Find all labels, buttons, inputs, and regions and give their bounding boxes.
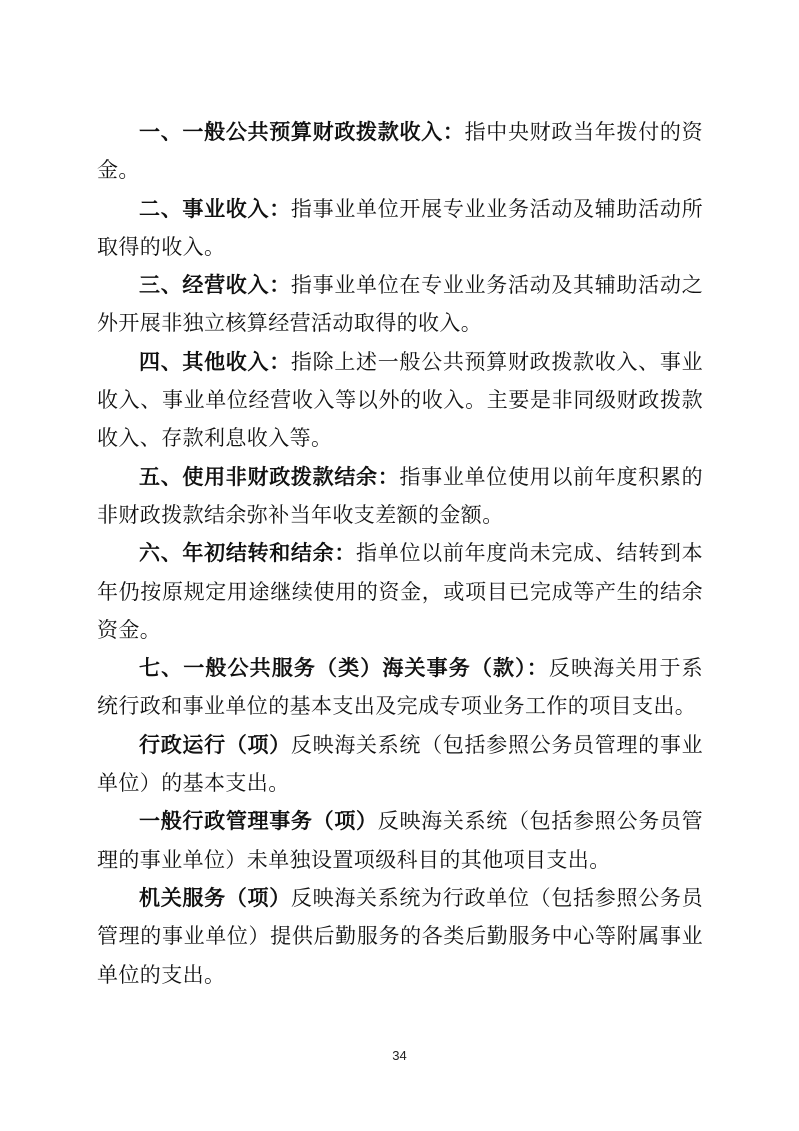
- paragraph-carryover-balance: [97, 534, 703, 649]
- term-definition: 反映海关系统（包括参照公务员管理的事业单位）未单独设置项级科目的其他项目支出。: [97, 809, 704, 872]
- term-definition: 指单位以前年度尚未完成、结转到本年仍按原规定用途继续使用的资金，或项目已完成等产生的结余资金。: [97, 541, 704, 642]
- paragraph-business-income: [97, 190, 703, 267]
- term-definition: 反映海关用于系统行政和事业单位的基本支出及完成专项业务工作的项目支出。: [97, 656, 703, 719]
- term-definition: 指中央财政当年拨付的资金。: [97, 120, 703, 183]
- term-definition: 指事业单位在专业业务活动及其辅助活动之外开展非独立核算经营活动取得的收入。: [97, 273, 703, 336]
- paragraph-operating-income: [97, 266, 703, 343]
- paragraph-customs-affairs: [97, 649, 703, 726]
- paragraph-agency-services: [97, 879, 703, 994]
- term-heading: 三、经营收入：: [139, 273, 291, 298]
- term-definition: 指事业单位开展专业业务活动及辅助活动所取得的收入。: [97, 196, 703, 259]
- term-definition: 指事业单位使用以前年度积累的非财政拨款结余弥补当年收支差额的金额。: [97, 464, 703, 527]
- term-heading: 一、一般公共预算财政拨款收入：: [139, 120, 465, 144]
- term-definition: 反映海关系统（包括参照公务员管理的事业单位）的基本支出。: [97, 732, 703, 796]
- paragraph-other-income: [97, 343, 703, 458]
- term-heading: 行政运行（项）: [139, 732, 291, 757]
- term-definition: 指除上述一般公共预算财政拨款收入、事业收入、事业单位经营收入等以外的收入。主要是非同级财政拨款收入、存款利息收入等。: [97, 349, 703, 451]
- term-heading: 一般行政管理事务（项）: [139, 809, 378, 834]
- term-heading: 五、使用非财政拨款结余：: [139, 464, 400, 489]
- paragraph-general-admin-affairs: [97, 802, 703, 879]
- term-heading: 二、事业收入：: [139, 196, 291, 221]
- term-definition: 反映海关系统为行政单位（包括参照公务员管理的事业单位）提供后勤服务的各类后勤服务中心等附属事业单位的支出。: [97, 885, 703, 987]
- term-heading: 六、年初结转和结余：: [139, 541, 357, 566]
- paragraph-administrative-operation: [97, 726, 703, 803]
- document-body: [97, 113, 703, 994]
- page-number: 34: [392, 1048, 407, 1063]
- paragraph-general-budget-income: [97, 113, 703, 190]
- term-heading: 机关服务（项）: [139, 885, 291, 910]
- paragraph-non-fiscal-balance: [97, 458, 703, 535]
- term-heading: 七、一般公共服务（类）海关事务（款）：: [139, 656, 549, 681]
- term-heading: 四、其他收入：: [139, 349, 291, 374]
